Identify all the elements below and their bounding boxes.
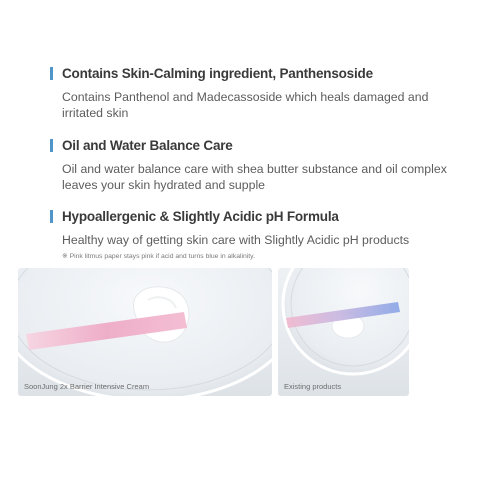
- caption-existing-products: Existing products: [284, 382, 342, 391]
- feature-description: Oil and water balance care with shea butter substance and oil complex leaves your skin hydrated and supple: [62, 162, 447, 192]
- accent-bar: [50, 139, 53, 152]
- feature-description: Healthy way of getting skin care with Slightly Acidic pH products: [62, 233, 410, 247]
- feature-hypoallergenic-ph: [50, 209, 470, 260]
- feature-title: Hypoallergenic & Slightly Acidic pH Formula: [62, 209, 339, 224]
- accent-bar: [50, 67, 53, 80]
- feature-skin-calming: [50, 66, 470, 121]
- feature-title: Oil and Water Balance Care: [62, 138, 233, 153]
- caption-soonjung: SoonJung 2x Barrier Intensive Cream: [24, 382, 150, 391]
- accent-bar: [50, 210, 53, 223]
- petri-dish-illustration: [278, 268, 409, 396]
- litmus-footnote: ※ Pink litmus paper stays pink if acid and turns blue in alkalinity.: [62, 253, 255, 260]
- photo-existing-products-litmus-test: [278, 268, 409, 396]
- feature-description: Contains Panthenol and Madecassoside which heals damaged and irritated skin: [62, 90, 429, 120]
- feature-title: Contains Skin-Calming ingredient, Panthensoside: [62, 66, 373, 81]
- photo-soonjung-litmus-test: [18, 268, 272, 396]
- feature-oil-water-balance: [50, 138, 470, 193]
- petri-dish-illustration: [18, 268, 272, 396]
